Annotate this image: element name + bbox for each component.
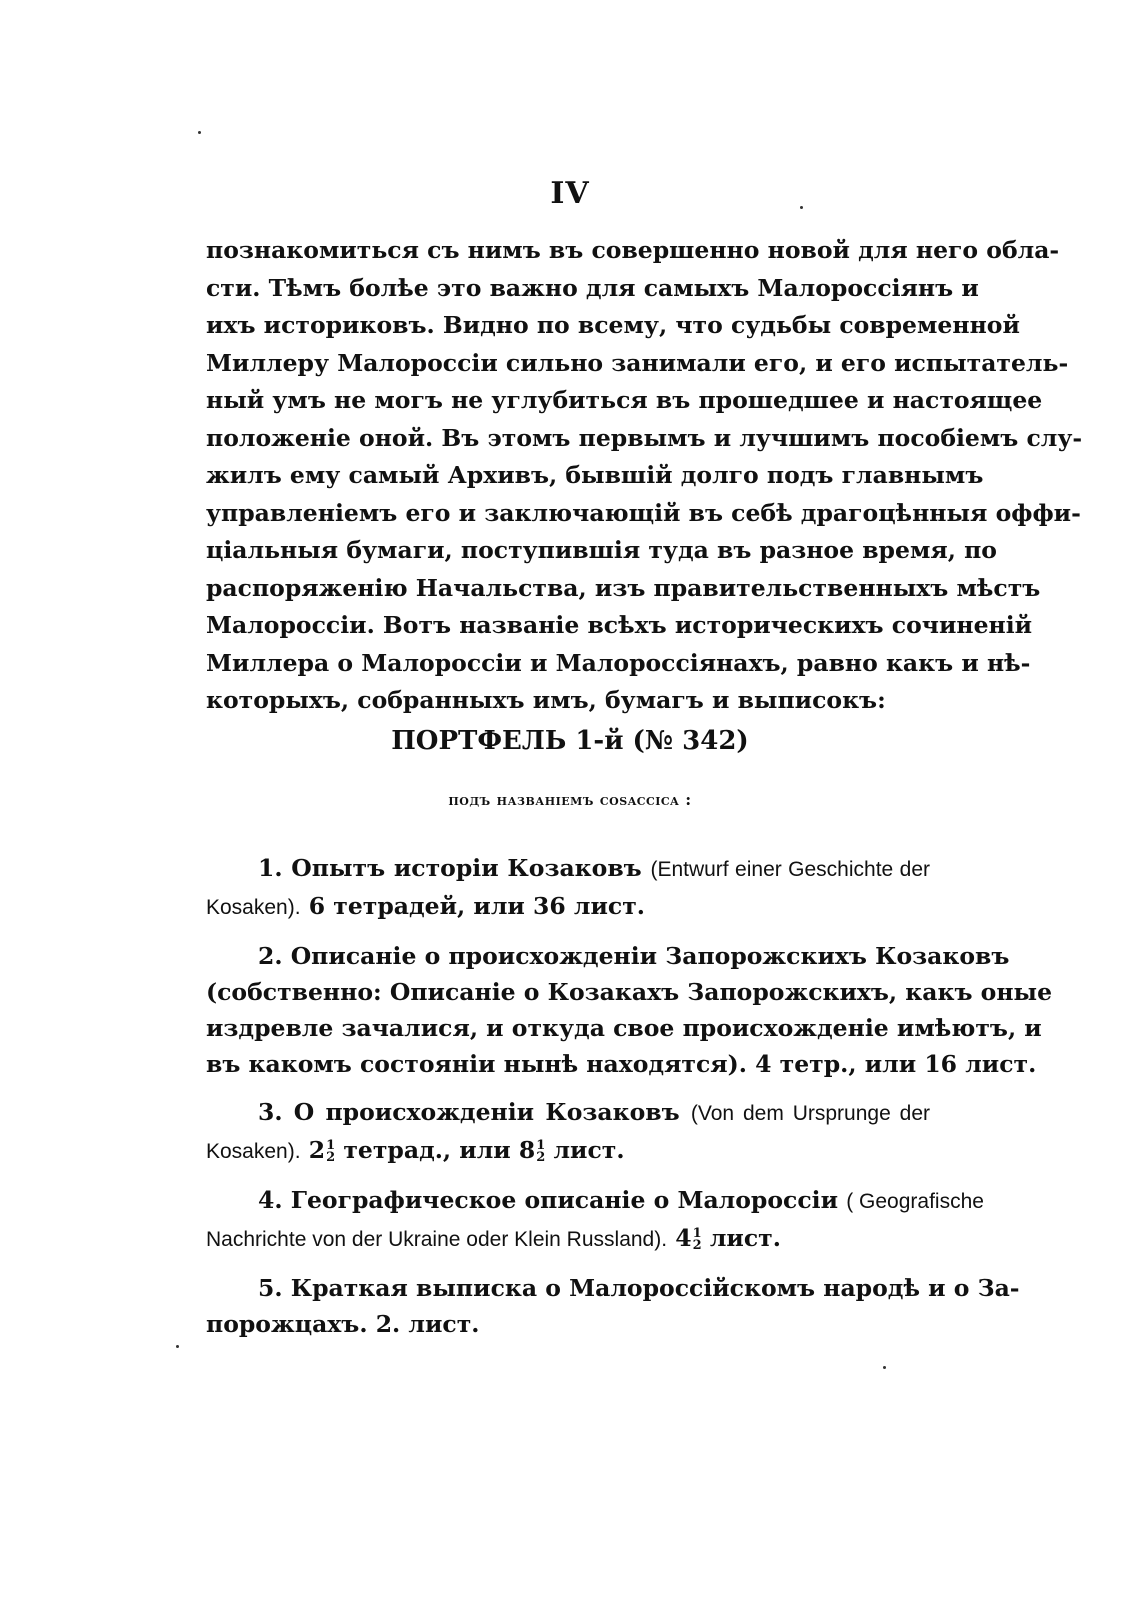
entry-line: 5. Краткая выписка о Малороссійскомъ народѣ и о За- [258, 1274, 1020, 1302]
text-line: познакомиться съ нимъ въ совершенно новой для него обла- [206, 236, 1060, 264]
entry-line [206, 1182, 984, 1220]
list-item [206, 1270, 1020, 1342]
text-line: управленіемъ его и заключающій въ себѣ драгоцѣнныя оффи- [206, 498, 1081, 527]
entry-list [206, 850, 1053, 1354]
fraction: 1 2 [692, 1225, 702, 1253]
text-line: Миллеру Малороссіи сильно занимали его, и его испытатель- [206, 348, 1069, 377]
body-paragraph [206, 232, 1083, 720]
text-line: жилъ ему самый Архивъ, бывшій долго подъ главнымъ [206, 461, 984, 489]
fraction: 1 2 [536, 1137, 546, 1165]
entry-latin-title: Kosaken). [206, 896, 301, 919]
entry-line: въ какомъ состояніи нынѣ находятся). 4 тетр., или 16 лист. [206, 1050, 1037, 1078]
list-item [206, 1094, 930, 1170]
fraction: 1 2 [326, 1137, 336, 1165]
section-title: ПОРТФЕЛЬ 1-й (№ 342) [391, 726, 749, 756]
text-line: сти. Тѣмъ болѣе это важно для самыхъ Малороссіянъ и [206, 273, 979, 302]
entry-line [206, 850, 930, 888]
entry-extent: 2 1 2 тетрад., или 8 1 2 лист. [308, 1136, 625, 1165]
page-number: IV [550, 176, 590, 211]
entry-latin-title: Kosaken). [206, 1140, 301, 1163]
section-subtitle: подъ названіемъ cosaccica : [448, 790, 692, 809]
entry-title: 4. Географическое описаніе о Малороссіи [258, 1186, 839, 1214]
text-line: ный умъ не могъ не углубиться въ прошедшее и настоящее [206, 386, 1043, 414]
list-item [206, 938, 1053, 1082]
print-speck [883, 1366, 886, 1369]
text-line: Малороссіи. Вотъ названіе всѣхъ историческихъ сочиненій [206, 611, 1033, 639]
entry-line [206, 888, 930, 926]
entry-latin-title: (Entwurf einer Geschichte der [650, 858, 930, 881]
entry-line [206, 1220, 930, 1258]
text-line: Миллера о Малороссіи и Малороссіянахъ, равно какъ и нѣ- [206, 648, 1031, 677]
print-speck [176, 1345, 179, 1348]
list-item [206, 1182, 984, 1258]
print-speck [198, 131, 201, 134]
entry-line: 2. Описаніе о происхожденіи Запорожскихъ Козаковъ [258, 942, 1010, 970]
entry-line [206, 1132, 930, 1170]
entry-line [206, 1094, 930, 1132]
entry-latin-title: (Von dem Ursprunge der [690, 1102, 930, 1125]
text-line: распоряженію Начальства, изъ правительственныхъ мѣстъ [206, 573, 1041, 602]
text-line: положеніе оной. Въ этомъ первымъ и лучшимъ пособіемъ слу- [206, 423, 1083, 452]
entry-latin-title: ( Geografische [846, 1190, 984, 1213]
list-item [206, 850, 930, 926]
entry-line: издревле зачалися, и откуда свое происхожденіе имѣютъ, и [206, 1014, 1042, 1042]
entry-title: 1. Опытъ исторіи Козаковъ [258, 854, 642, 882]
text-line: которыхъ, собранныхъ имъ, бумагъ и выписокъ: [206, 686, 886, 714]
text-line: ціальныя бумаги, поступившія туда въ разное время, по [206, 536, 997, 564]
entry-line: (собственно: Описаніе о Козакахъ Запорожскихъ, какъ оные [206, 978, 1053, 1006]
entry-extent: 4 1 2 лист. [675, 1224, 781, 1253]
entry-latin-title: Nachrichte von der Ukraine oder Klein Russland). [206, 1228, 668, 1251]
text-line: ихъ историковъ. Видно по всему, что судьбы современной [206, 311, 1020, 339]
entry-title: 3. О происхожденіи Козаковъ [258, 1098, 680, 1126]
entry-extent: 6 тетрадей, или 36 лист. [308, 892, 645, 920]
entry-line: порожцахъ. 2. лист. [206, 1310, 480, 1338]
